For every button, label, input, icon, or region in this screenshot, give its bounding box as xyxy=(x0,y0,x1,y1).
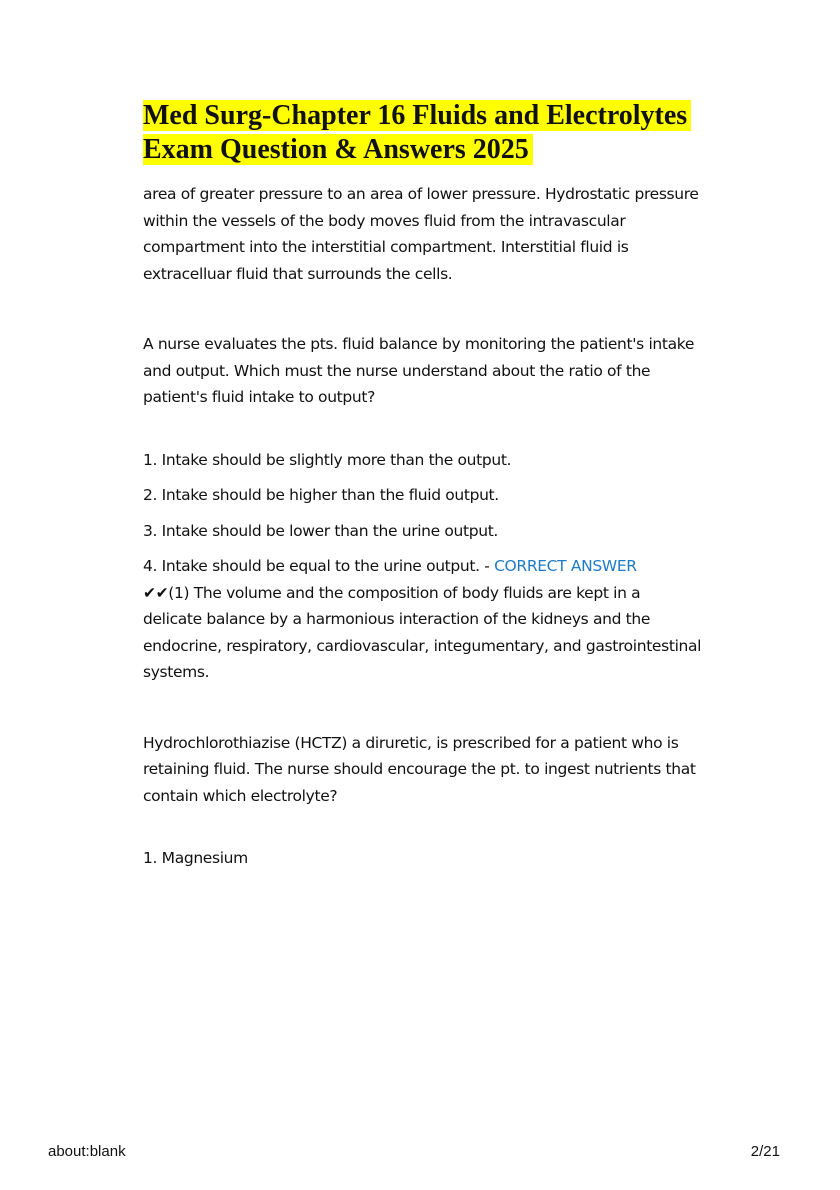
spacer xyxy=(143,287,703,331)
question-1-option-4-text: 4. Intake should be equal to the urine output. - xyxy=(143,557,495,575)
title-line-2: Exam Question & Answers 2025 xyxy=(143,134,533,165)
question-2-text: Hydrochlorothiazise (HCTZ) a diruretic, is prescribed for a patient who is retaining fluid. The nurse should encourage the pt. to ingest nutrients that contain which electrolyte? xyxy=(143,733,696,805)
question-1-rationale: ✔✔(1) The volume and the composition of body fluids are kept in a delicate balance by a harmonious interaction of the kidneys and the endocrine, respiratory, cardiovascular, integumentary, and gastrointestinal systems. xyxy=(143,583,702,681)
correct-answer-label: CORRECT ANSWER xyxy=(494,557,637,575)
title-line-1: Med Surg-Chapter 16 Fluids and Electrolytes xyxy=(143,100,691,131)
question-1-option-1: 1. Intake should be slightly more than the output. xyxy=(143,450,512,469)
spacer xyxy=(143,809,703,845)
question-1-text: A nurse evaluates the pts. fluid balance by monitoring the patient's intake and output. Which must the nurse understand about the ratio of the patient's fluid intake to output? xyxy=(143,335,695,406)
footer-page-number: 2/21 xyxy=(750,1143,780,1160)
spacer xyxy=(143,686,703,730)
question-1-option-3: 3. Intake should be lower than the urine output. xyxy=(143,521,499,540)
question-1-option-4 xyxy=(143,553,703,580)
spacer xyxy=(143,411,703,447)
question-1-option-2: 2. Intake should be higher than the fluid output. xyxy=(143,486,499,504)
document-body xyxy=(143,181,703,872)
page-title xyxy=(143,99,703,167)
intro-paragraph: area of greater pressure to an area of lower pressure. Hydrostatic pressure within the vessels of the body moves fluid from the intravascular compartment into the interstitial compartment. Interstitial fluid is extracelluar fluid that surrounds the cells. xyxy=(143,185,699,283)
question-2-option-1: 1. Magnesium xyxy=(143,849,248,867)
footer-url: about:blank xyxy=(48,1143,126,1160)
